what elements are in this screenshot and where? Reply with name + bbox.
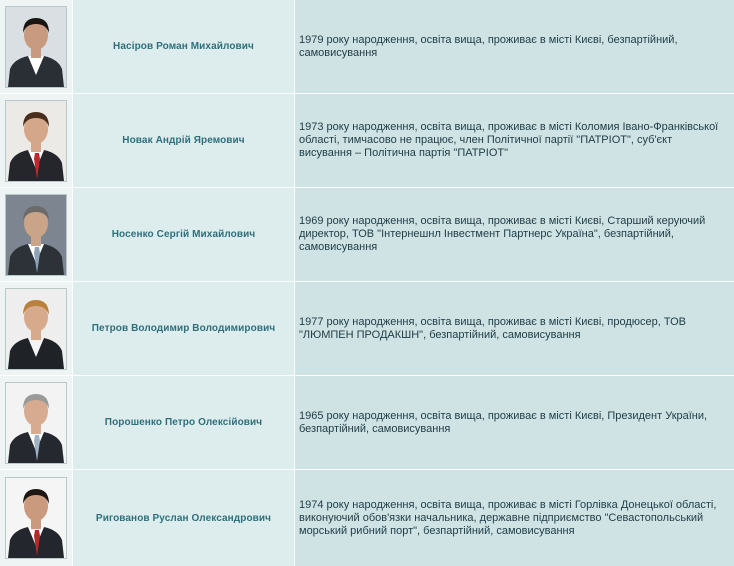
description-cell <box>295 376 734 469</box>
candidate-name: Насіров Роман Михайлович <box>113 41 254 52</box>
table-row <box>0 376 734 469</box>
table-row <box>0 470 734 566</box>
candidate-photo <box>5 194 67 276</box>
candidate-description: 1977 року народження, освіта вища, проживає в місті Києві, продюсер, ТОВ "ЛЮМПЕН ПРОДАКШН", безпартійний, самовисування <box>299 315 686 341</box>
photo-cell <box>0 0 73 93</box>
table-row <box>0 94 734 187</box>
candidate-photo <box>5 6 67 88</box>
candidate-name: Петров Володимир Володимирович <box>91 323 276 334</box>
candidate-photo <box>5 382 67 464</box>
photo-cell <box>0 188 73 281</box>
name-cell <box>73 376 295 469</box>
candidate-description: 1965 року народження, освіта вища, проживає в місті Києві, Президент України, безпартійний, самовисування <box>299 409 708 435</box>
candidate-description: 1969 року народження, освіта вища, проживає в місті Києві, Старший керуючий директор, ТОВ "Інтернешнл Інвестмент Партнерс Україна", безпартійний, самовисування <box>299 215 706 253</box>
candidate-name: Порошенко Петро Олексійович <box>104 417 263 428</box>
photo-cell <box>0 470 73 566</box>
table-row <box>0 0 734 93</box>
name-cell <box>73 188 295 281</box>
description-cell <box>295 188 734 281</box>
candidate-description: 1974 року народження, освіта вища, проживає в місті Горлівка Донецької області, виконуючий обов'язки начальника, державне підприємство "Севастопольський морський рибний порт", безпартійний, самовисування <box>299 498 717 537</box>
description-cell <box>295 0 734 93</box>
candidate-name: Новак Андрій Яремович <box>122 135 245 146</box>
candidate-description: 1973 року народження, освіта вища, проживає в місті Коломия Івано-Франківської області, тимчасово не працює, член Політичної партії "ПАТРІОТ", суб'єкт висування – Політична партія "ПАТРІОТ" <box>299 121 719 159</box>
photo-cell <box>0 282 73 375</box>
name-cell <box>73 0 295 93</box>
description-cell <box>295 470 734 566</box>
candidate-description: 1979 року народження, освіта вища, проживає в місті Києві, безпартійний, самовисування <box>299 33 678 59</box>
name-cell <box>73 94 295 187</box>
candidate-photo <box>5 477 67 559</box>
table-row <box>0 282 734 375</box>
candidate-photo <box>5 288 67 370</box>
table-row <box>0 188 734 281</box>
description-cell <box>295 94 734 187</box>
name-cell <box>73 282 295 375</box>
candidate-photo <box>5 100 67 182</box>
candidate-name: Ригованов Руслан Олександрович <box>95 512 272 524</box>
description-cell <box>295 282 734 375</box>
photo-cell <box>0 376 73 469</box>
candidate-name: Носенко Сергій Михайлович <box>111 229 256 240</box>
photo-cell <box>0 94 73 187</box>
name-cell <box>73 470 295 566</box>
